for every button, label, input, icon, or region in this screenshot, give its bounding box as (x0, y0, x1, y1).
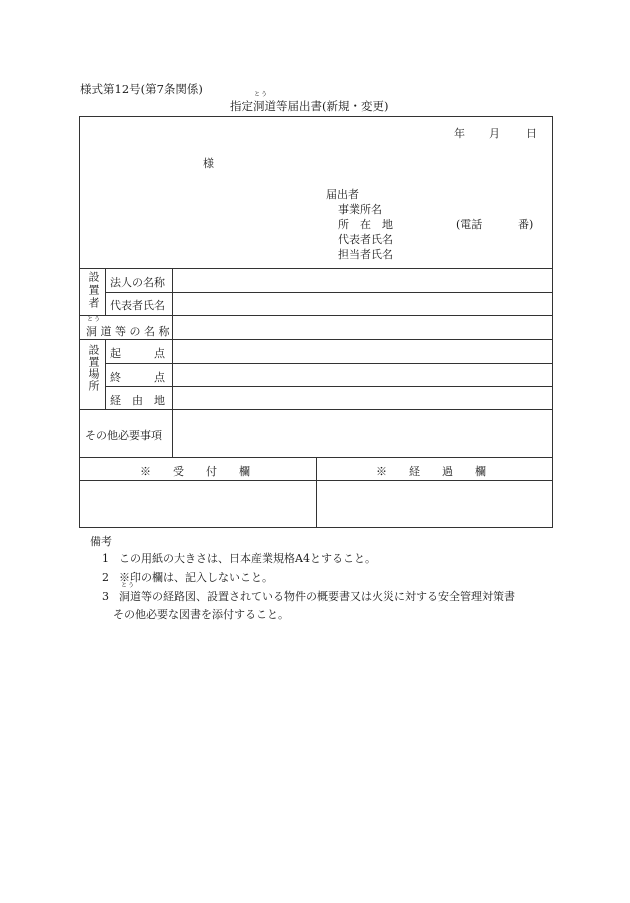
start-point-label: 起 点 (110, 347, 165, 360)
note-text: この用紙の大きさは、日本産業規格A4とすること。 (119, 552, 376, 565)
title-ruby-base: 洞 (253, 99, 265, 113)
business-name-label: 事業所名 (338, 203, 382, 216)
col-divider (172, 268, 173, 457)
form-number: 様式第12号(第7条関係) (80, 82, 203, 96)
date-year: 年 (454, 127, 465, 140)
title-ruby-group (253, 91, 269, 114)
other-items-label: その他必要事項 (85, 429, 162, 442)
phone-suffix: 番) (518, 218, 534, 231)
addressee-suffix: 様 (203, 157, 214, 170)
col-divider (105, 268, 106, 315)
col-divider (105, 339, 106, 409)
rep-name-label: 代表者氏名 (110, 299, 165, 312)
contact-person-label: 担当者氏名 (338, 248, 393, 261)
note-item (102, 550, 376, 566)
title-prefix: 指定 (230, 99, 253, 113)
row-divider (80, 268, 552, 269)
notes-heading: 備考 (90, 535, 112, 548)
note-text: 洞道等の経路図、設置されている物件の概要書又は火災に対する安全管理対策書 (119, 590, 515, 603)
form-table (79, 116, 553, 528)
row-divider (80, 315, 552, 316)
representative-label: 代表者氏名 (338, 233, 393, 246)
note-number: 3 (102, 590, 109, 603)
form-title (230, 91, 389, 114)
location-group-label: 設置場所 (87, 344, 100, 392)
date-day: 日 (526, 127, 537, 140)
applicant-label: 届出者 (326, 188, 359, 201)
note3-ruby: とう (121, 582, 136, 589)
note-number: 1 (102, 552, 109, 565)
col-divider (316, 457, 317, 527)
date-month: 月 (489, 127, 500, 140)
note3-continuation: その他必要な図書を添付すること。 (113, 608, 289, 621)
installer-group-label: 設置者 (87, 271, 100, 310)
note-text: ※印の欄は、記入しないこと。 (119, 571, 273, 584)
title-suffix: 道等届出書(新規・変更) (264, 99, 389, 113)
tunnel-ruby: とう (87, 316, 102, 323)
title-ruby-reading: とう (254, 91, 269, 98)
corp-name-label: 法人の名称 (110, 276, 165, 289)
progress-column-label: ※ 経 過 欄 (376, 465, 486, 478)
address-label: 所 在 地 (338, 218, 393, 231)
row-divider (80, 409, 552, 410)
note-number: 2 (102, 571, 109, 584)
tunnel-name-label: 洞 道 等 の 名 称 (86, 325, 170, 338)
row-divider (80, 339, 552, 340)
end-point-label: 終 点 (110, 371, 165, 384)
phone-label: (電話 (456, 218, 483, 231)
receipt-column-label: ※ 受 付 欄 (140, 465, 250, 478)
note-item (102, 588, 515, 604)
via-label: 経 由 地 (110, 394, 165, 407)
